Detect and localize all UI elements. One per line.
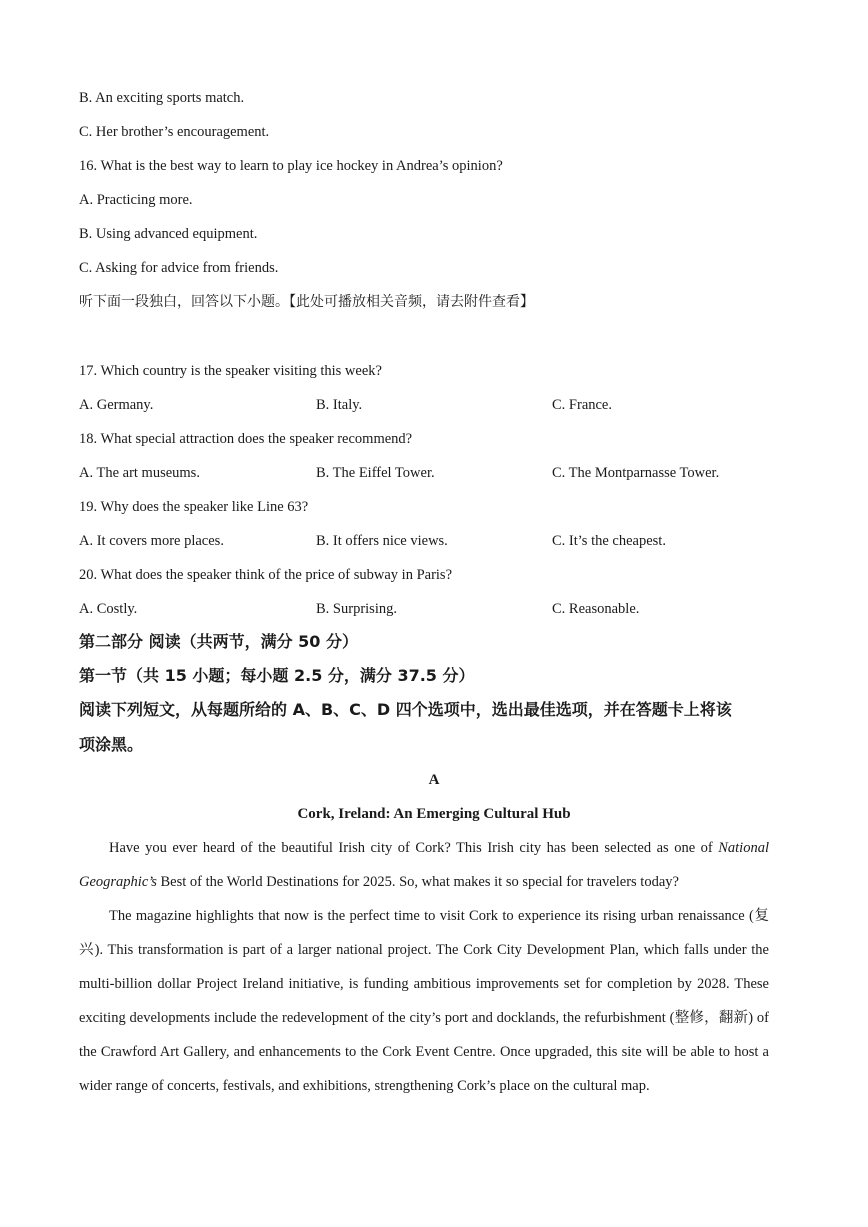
passage-paragraph-1: Have you ever heard of the beautiful Irish city of Cork? This Irish city has been selected as one of National Geographic’s Best of the World Destinations for 2025. So, what makes it so special for travelers today?	[79, 840, 769, 890]
passage-title: Cork, Ireland: An Emerging Cultural Hub	[297, 806, 571, 822]
option-19b: B. It offers nice views.	[316, 533, 448, 549]
listening-instruction: 听下面一段独白，回答以下小题。【此处可播放相关音频，请去附件查看】	[79, 294, 534, 310]
option-17b: B. Italy.	[316, 397, 363, 413]
section-one-heading: 第一节（共 15 小题；每小题 2.5 分，满分 37.5 分）	[79, 666, 475, 685]
reading-directions-line1: 阅读下列短文，从每题所给的 A、B、C、D 四个选项中，选出最佳选项，并在答题卡上将该	[79, 700, 732, 719]
question-18: 18. What special attraction does the speaker recommend?	[79, 431, 413, 447]
reading-directions-line2: 项涂黑。	[79, 735, 144, 754]
option-16a: A. Practicing more.	[79, 192, 193, 208]
option-20c: C. Reasonable.	[552, 601, 640, 617]
option-16c: C. Asking for advice from friends.	[79, 260, 279, 276]
question-20: 20. What does the speaker think of the price of subway in Paris?	[79, 567, 453, 583]
option-17a: A. Germany.	[79, 397, 154, 413]
option-15c: C. Her brother’s encouragement.	[79, 124, 270, 140]
option-16b: B. Using advanced equipment.	[79, 226, 258, 242]
option-18b: B. The Eiffel Tower.	[316, 465, 435, 481]
passage-paragraph-2: The magazine highlights that now is the perfect time to visit Cork to experience its rising urban renaissance (复兴). This transformation is part of a larger national project. The Cork City Development Plan, which falls under the multi-billion dollar Project Ireland initiative, is funding ambitious improvements set for completion by 2028. These exciting developments include the redevelopment of the city’s port and docklands, the refurbishment (整修，翻新) of the Crawford Art Gallery, and enhancements to the Cork Event Centre. Once upgraded, this site will be able to host a wider range of concerts, festivals, and exhibitions, strengthening Cork’s place on the cultural map.	[79, 908, 769, 1094]
option-20a: A. Costly.	[79, 601, 138, 617]
option-18a: A. The art museums.	[79, 465, 200, 481]
question-19: 19. Why does the speaker like Line 63?	[79, 499, 309, 515]
option-19a: A. It covers more places.	[79, 533, 224, 549]
magazine-name: National Geographic’s	[79, 840, 769, 890]
option-17c: C. France.	[552, 397, 612, 413]
option-18c: C. The Montparnasse Tower.	[552, 465, 720, 481]
question-16: 16. What is the best way to learn to play ice hockey in Andrea’s opinion?	[79, 158, 503, 174]
part-two-heading: 第二部分 阅读（共两节，满分 50 分）	[79, 632, 358, 651]
option-19c: C. It’s the cheapest.	[552, 533, 666, 549]
option-20b: B. Surprising.	[316, 601, 397, 617]
option-15b: B. An exciting sports match.	[79, 90, 245, 106]
passage-label: A	[428, 772, 440, 788]
question-17: 17. Which country is the speaker visiting this week?	[79, 363, 382, 379]
